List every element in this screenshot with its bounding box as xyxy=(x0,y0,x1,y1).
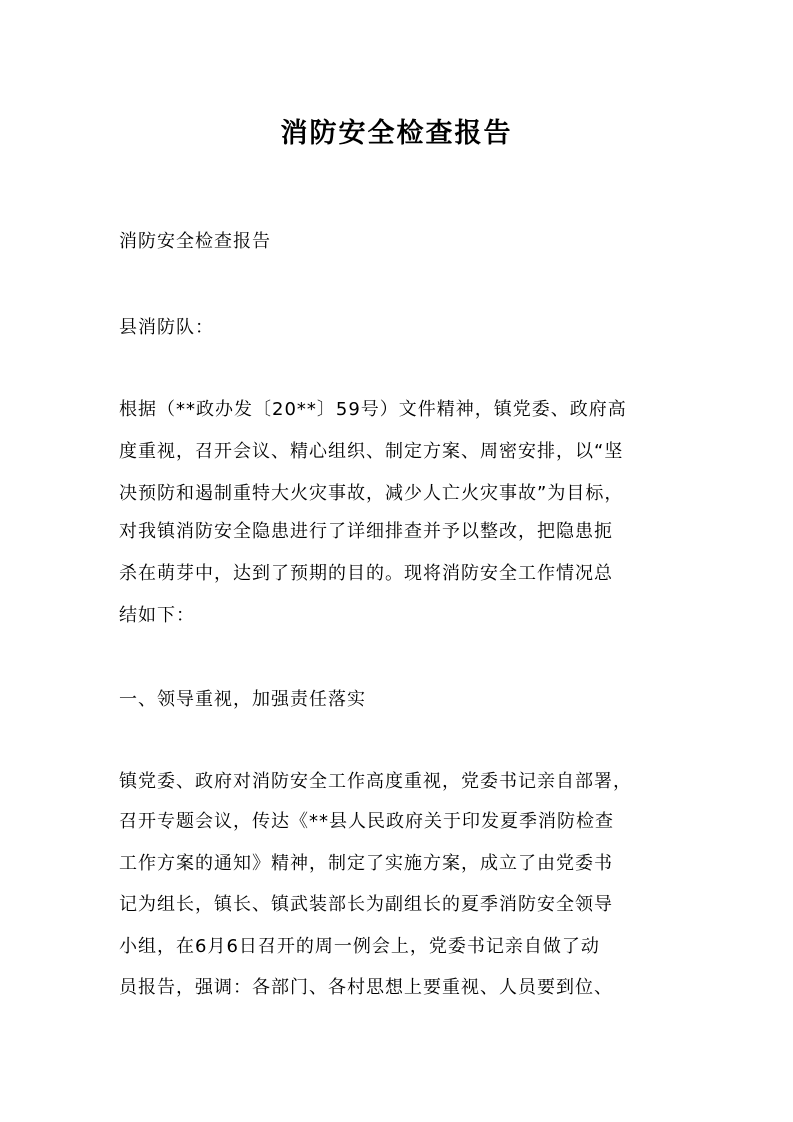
paragraph-line: 度重视，召开会议、精心组织、制定方案、周密安排，以“坚 xyxy=(119,441,624,462)
paragraph-line: 根据（**政办发〔20**〕59号）文件精神，镇党委、政府高 xyxy=(119,399,627,420)
paragraph-line: 员报告，强调：各部门、各村思想上要重视、人员要到位、 xyxy=(119,977,613,998)
addressee: 县消防队： xyxy=(119,317,214,338)
paragraph-line: 结如下： xyxy=(119,605,195,626)
paragraph-line: 镇党委、政府对消防安全工作高度重视，党委书记亲自部署， xyxy=(119,771,632,792)
paragraph-line: 对我镇消防安全隐患进行了详细排查并予以整改，把隐患扼 xyxy=(119,521,613,542)
paragraph-line: 记为组长，镇长、镇武装部长为副组长的夏季消防安全领导 xyxy=(119,894,613,915)
paragraph-line: 小组，在6月6日召开的周一例会上，党委书记亲自做了动 xyxy=(119,936,600,957)
paragraph-line: 工作方案的通知》精神，制定了实施方案，成立了由党委书 xyxy=(119,853,613,874)
paragraph-line: 决预防和遏制重特大火灾事故，减少人亡火灾事故”为目标， xyxy=(119,483,624,504)
paragraph-line: 杀在萌芽中，达到了预期的目的。现将消防安全工作情况总 xyxy=(119,563,613,584)
document-subtitle: 消防安全检查报告 xyxy=(119,231,271,252)
paragraph-line: 召开专题会议，传达《**县人民政府关于印发夏季消防检查 xyxy=(119,811,614,832)
document-title: 消防安全检查报告 xyxy=(280,118,513,150)
section-heading-1: 一、领导重视，加强责任落实 xyxy=(119,689,366,710)
